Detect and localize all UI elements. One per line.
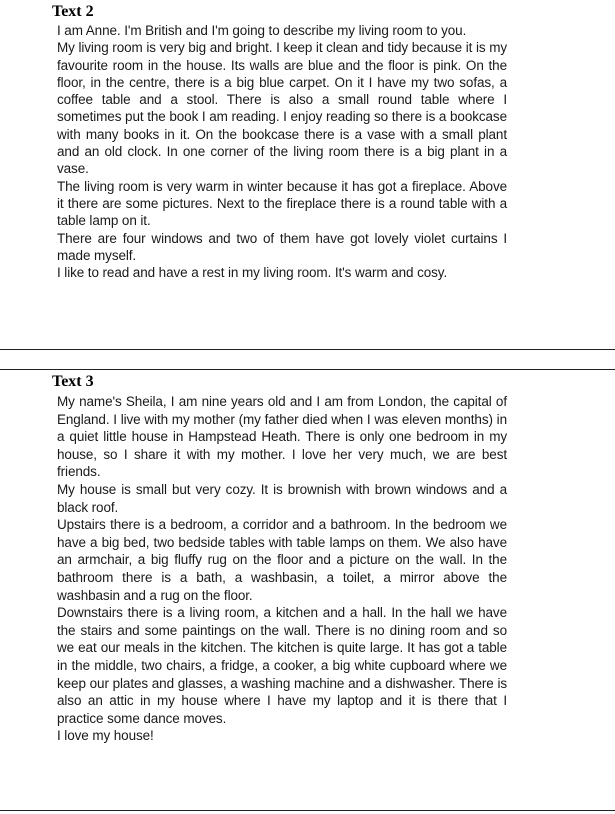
paragraph: My house is small but very cozy. It is brownish with brown windows and a black roof. — [57, 481, 507, 515]
text-3-section — [0, 369, 615, 809]
paragraph: There are four windows and two of them have got lovely violet curtains I made myself. — [57, 230, 507, 263]
text-2-section — [0, 0, 615, 349]
section-heading: Text 3 — [52, 373, 94, 390]
paragraph: I love my house! — [57, 728, 154, 744]
section-body — [57, 22, 507, 281]
paragraph: I like to read and have a rest in my living room. It's warm and cosy. — [57, 265, 448, 281]
divider — [0, 810, 615, 811]
paragraph: Upstairs there is a bedroom, a corridor and a bathroom. In the bedroom we have a big bed, two bedside tables with table lamps on them. We also have an armchair, a big fluffy rug on the floor and a picture on the wall. In the bathroom there is a bath, a washbasin, a toilet, a mirror above the washbasin and a rug on the floor. — [57, 517, 507, 603]
section-heading: Text 2 — [52, 3, 94, 20]
paragraph: I am Anne. I'm British and I'm going to describe my living room to you. — [57, 23, 467, 38]
divider — [0, 349, 615, 350]
section-body — [57, 393, 507, 745]
paragraph: The living room is very warm in winter because it has got a fireplace. Above it there are some pictures. Next to the fireplace there is a round table with a table lamp on it. — [57, 178, 507, 229]
paragraph: Downstairs there is a living room, a kitchen and a hall. In the hall we have the stairs and some paintings on the wall. There is no dining room and so we eat our meals in the kitchen. The kitchen is quite large. It has got a table in the middle, two chairs, a fridge, a cooker, a big white cupboard where we keep our plates and glasses, a washing machine and a dishwasher. There is also an attic in my house where I have my laptop and it is there that I practice some dance moves. — [57, 605, 507, 726]
paragraph: My name's Sheila, I am nine years old and I am from London, the capital of England. I live with my mother (my father died when I was eleven months) in a quiet little house in Hampstead Heath. There is only one bedroom in my house, so I share it with my mother. I love her very much, we are best friends. — [57, 394, 507, 480]
paragraph: My living room is very big and bright. I keep it clean and tidy because it is my favourite room in the house. Its walls are blue and the floor is pink. On the floor, in the centre, there is a big blue carpet. On it I have my two sofas, a coffee table and a stool. There is also a small round table where I sometimes put the book I am reading. I enjoy reading so there is a bookcase with many books in it. On the bookcase there is a vase with a small plant and an old clock. In one corner of the living room there is a big plant in a vase. — [57, 40, 507, 177]
